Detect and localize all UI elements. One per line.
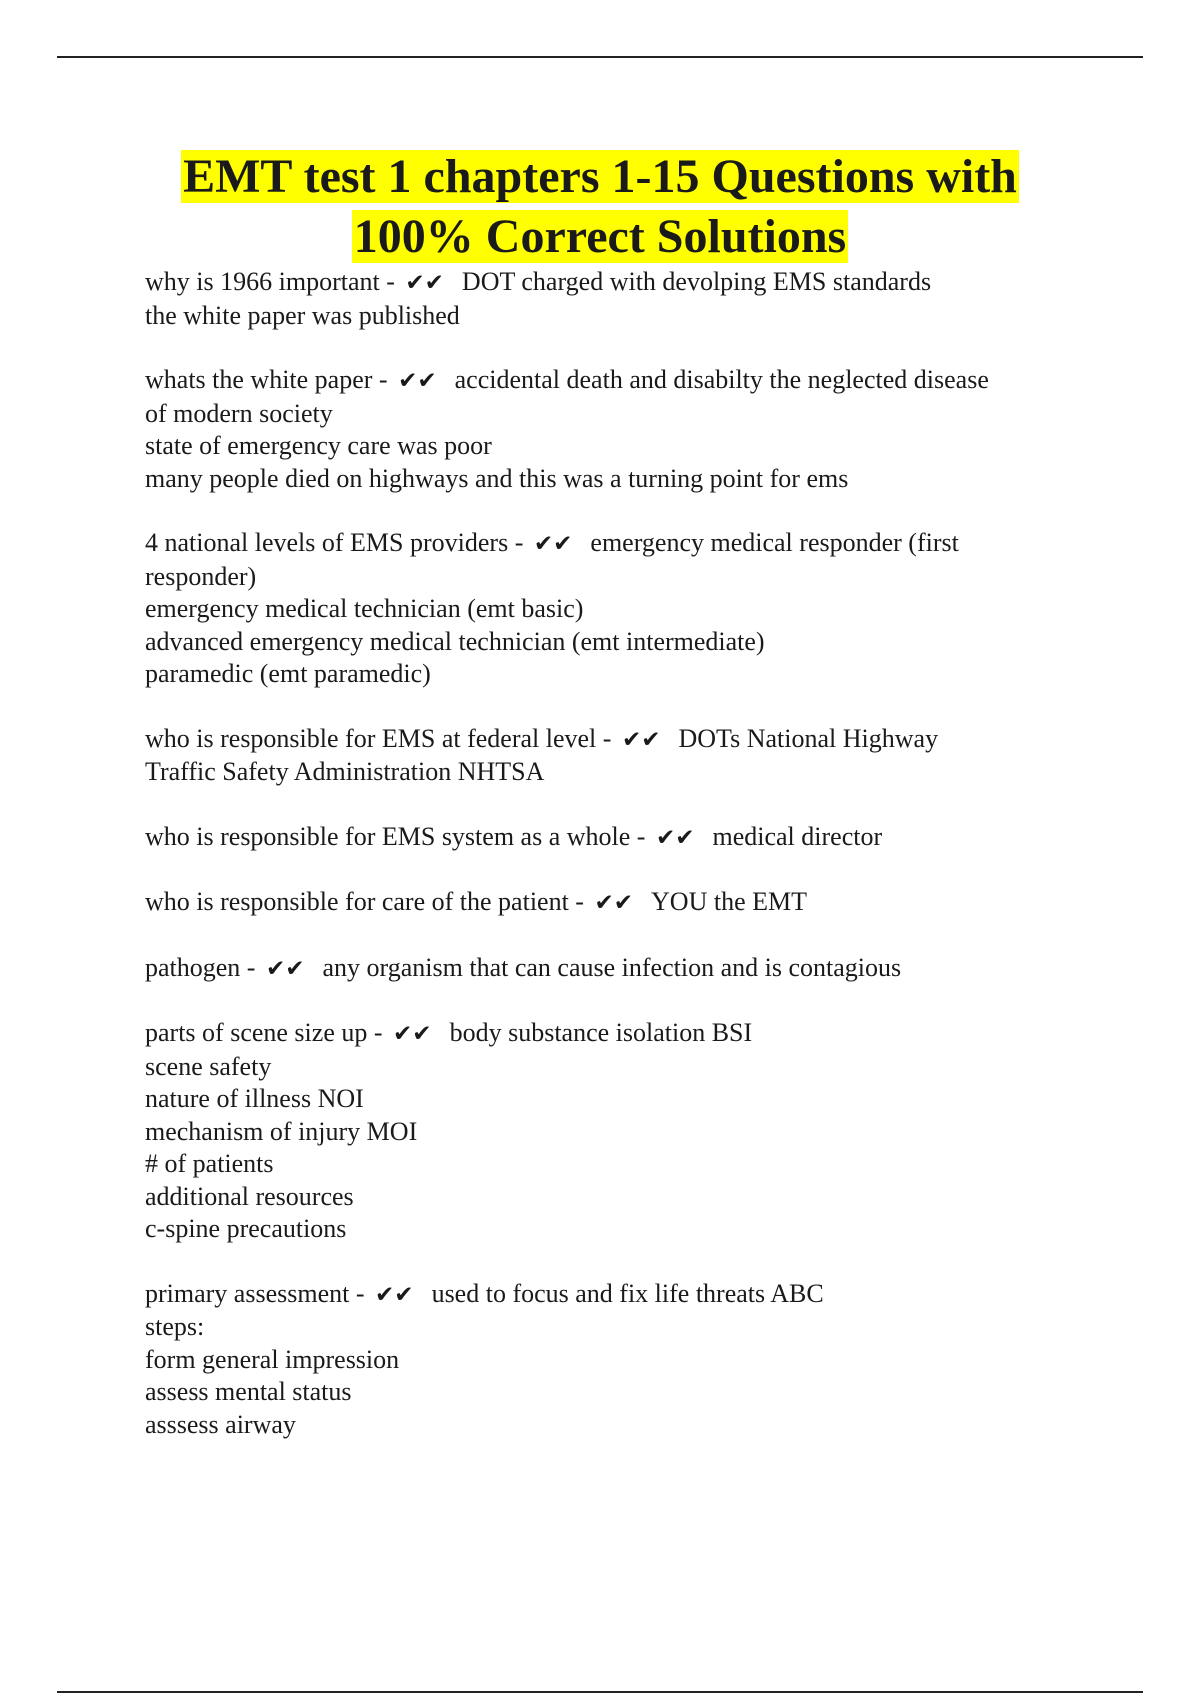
qa-entry	[145, 364, 1090, 495]
answer-line: Traffic Safety Administration NHTSA	[145, 757, 545, 786]
title-line-2: 100% Correct Solutions	[353, 210, 847, 263]
question-text: parts of scene size up -	[145, 1018, 383, 1047]
qa-first-line	[145, 527, 1090, 561]
answer-line: form general impression	[145, 1344, 400, 1374]
answer-line: of modern society	[145, 398, 333, 428]
question-text: primary assessment -	[145, 1278, 365, 1308]
answer-text: medical director	[712, 821, 883, 851]
answer-line: steps:	[145, 1312, 205, 1341]
answer-line: asssess airway	[145, 1409, 296, 1439]
qa-entry	[145, 527, 1090, 691]
answer-text: accidental death and disabilty the neglected disease	[454, 365, 989, 394]
answer-line: the white paper was published	[145, 300, 460, 330]
answer-line: assess mental status	[145, 1377, 352, 1406]
footer-rule	[57, 1691, 1143, 1693]
question-text: who is responsible for EMS system as a whole -	[145, 821, 646, 851]
question-text: who is responsible for care of the patient -	[145, 887, 584, 916]
question-text: pathogen -	[145, 952, 256, 982]
answer-line: nature of illness NOI	[145, 1084, 364, 1113]
answer-line: state of emergency care was poor	[145, 431, 492, 460]
document-title	[60, 147, 1140, 267]
qa-entry	[145, 1278, 1090, 1442]
qa-entry	[145, 821, 1090, 855]
answer-text: emergency medical responder (first	[590, 528, 959, 557]
double-check-icon: ✔✔	[533, 531, 573, 557]
qa-first-line	[145, 1278, 1090, 1312]
qa-entry	[145, 1017, 1090, 1246]
answer-line: many people died on highways and this was a turning point for ems	[145, 463, 849, 493]
answer-text: used to focus and fix life threats ABC	[431, 1278, 824, 1308]
qa-entry	[145, 266, 1090, 332]
answer-line: scene safety	[145, 1051, 272, 1081]
answer-line: mechanism of injury MOI	[145, 1116, 418, 1146]
answer-line: emergency medical technician (emt basic)	[145, 594, 584, 623]
question-text: 4 national levels of EMS providers -	[145, 528, 524, 557]
answer-text: any organism that can cause infection and is contagious	[322, 952, 902, 982]
qa-list	[145, 266, 1090, 1473]
header-rule	[57, 56, 1143, 58]
double-check-icon: ✔✔	[594, 890, 634, 916]
qa-entry	[145, 952, 1090, 986]
qa-entry	[145, 723, 1090, 789]
qa-first-line	[145, 723, 1090, 757]
double-check-icon: ✔✔	[621, 726, 661, 753]
double-check-icon: ✔✔	[655, 824, 695, 851]
qa-first-line	[145, 886, 1090, 920]
double-check-icon: ✔✔	[393, 1021, 432, 1047]
answer-line: advanced emergency medical technician (emt intermediate)	[145, 626, 765, 656]
answer-text: DOTs National Highway	[678, 723, 939, 753]
double-check-icon: ✔✔	[405, 270, 444, 296]
answer-line: # of patients	[145, 1149, 274, 1178]
question-text: whats the white paper -	[145, 365, 388, 394]
double-check-icon: ✔✔	[398, 368, 437, 394]
answer-line: additional resources	[145, 1181, 354, 1211]
qa-first-line	[145, 1017, 1090, 1051]
qa-entry	[145, 886, 1090, 920]
title-line-1: EMT test 1 chapters 1-15 Questions with	[183, 150, 1017, 203]
double-check-icon: ✔✔	[375, 1281, 414, 1308]
qa-first-line	[145, 952, 1090, 986]
question-text: who is responsible for EMS at federal level -	[145, 723, 612, 753]
qa-first-line	[145, 266, 1090, 300]
qa-first-line	[145, 821, 1090, 855]
answer-text: DOT charged with devolping EMS standards	[461, 267, 932, 296]
answer-line: responder)	[145, 561, 257, 591]
double-check-icon: ✔✔	[265, 955, 305, 982]
answer-line: paramedic (emt paramedic)	[145, 659, 431, 688]
question-text: why is 1966 important -	[145, 267, 395, 296]
qa-first-line	[145, 364, 1090, 398]
answer-line: c-spine precautions	[145, 1214, 347, 1243]
answer-text: YOU the EMT	[651, 887, 807, 916]
answer-text: body substance isolation BSI	[449, 1018, 753, 1047]
